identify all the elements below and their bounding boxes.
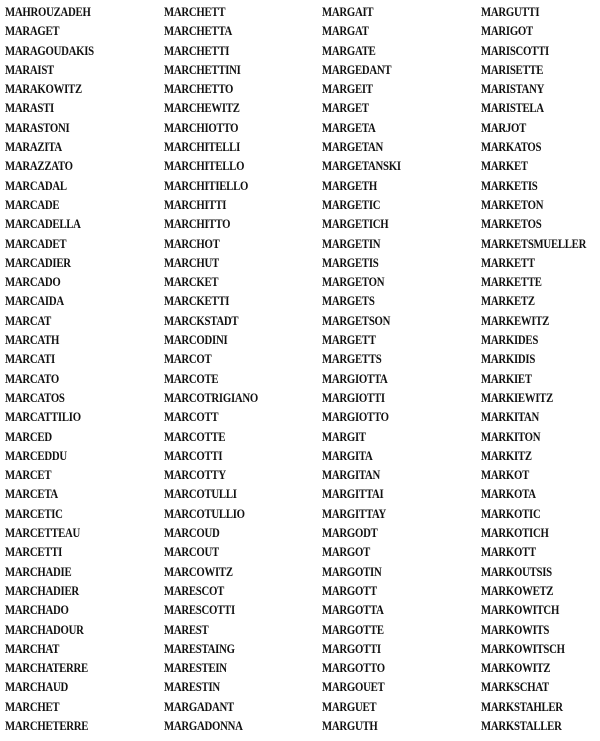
surname-entry: MARGIOTTI	[322, 390, 385, 405]
surname-entry: MARKIEWITZ	[481, 390, 554, 405]
surname-entry: MARCOTRIGIANO	[164, 390, 258, 405]
surname-entry: MARKSCHAT	[481, 680, 549, 695]
surname-entry: MARKITAN	[481, 410, 540, 425]
surname-entry: MARCHITELLI	[164, 140, 241, 155]
surname-entry: MARISCOTTI	[481, 43, 549, 58]
surname-entry: MARGUTH	[322, 718, 378, 733]
surname-entry: MARKSTALLER	[481, 718, 562, 733]
surname-entry: MARCHIOTTO	[164, 120, 239, 135]
surname-entry: MARAZZATO	[5, 159, 73, 174]
surname-entry: MARKETT	[481, 255, 535, 270]
surname-entry: MARCOTULLI	[164, 487, 237, 502]
surname-entry: MARCADAL	[5, 178, 67, 193]
surname-column-2	[164, 3, 273, 736]
surname-entry: MARCODINI	[164, 333, 228, 348]
surname-entry: MARGAT	[322, 24, 369, 39]
surname-entry: MARCHETTINI	[164, 62, 241, 77]
surname-entry: MARCHADIER	[5, 583, 79, 598]
surname-entry: MARCHITTI	[164, 197, 227, 212]
surname-entry: MARCATI	[5, 352, 55, 367]
surname-entry: MARCHEWITZ	[164, 101, 240, 116]
surname-entry: MARGETSON	[322, 313, 391, 328]
surname-entry: MARCETIC	[5, 506, 63, 521]
surname-column-1	[5, 3, 108, 736]
surname-entry: MARCHITELLO	[164, 159, 245, 174]
surname-entry: MARCHET	[5, 699, 60, 714]
surname-entry: MARGETT	[322, 333, 376, 348]
surname-entry: MARCHETTI	[164, 43, 230, 58]
surname-entry: MARGUTTI	[481, 5, 540, 19]
surname-entry: MARGAIT	[322, 5, 374, 19]
surname-entry: MARCATH	[5, 333, 60, 348]
surname-entry: MARGOTIN	[322, 564, 382, 579]
surname-entry: MARGODT	[322, 526, 378, 541]
surname-entry: MARCOTT	[164, 410, 219, 425]
surname-entry: MARKOTIC	[481, 506, 541, 521]
surname-entry: MARGOT	[322, 545, 371, 560]
surname-entry: MARCOTE	[164, 371, 219, 386]
surname-entry: MARCHETERRE	[5, 718, 89, 733]
surname-entry: MARGITAN	[322, 468, 381, 483]
surname-entry: MARGUET	[322, 699, 377, 714]
surname-entry: MARCOT	[164, 352, 212, 367]
surname-entry: MARAGOUDAKIS	[5, 43, 94, 58]
surname-entry: MARGEDANT	[322, 62, 392, 77]
surname-entry: MARCHADO	[5, 603, 69, 618]
surname-entry: MARGETAN	[322, 140, 384, 155]
surname-entry: MARCKETTI	[164, 294, 230, 309]
surname-entry: MARKETIS	[481, 178, 538, 193]
surname-entry: MARKET	[481, 159, 528, 174]
surname-entry: MARKITON	[481, 429, 541, 444]
surname-entry: MARKETON	[481, 197, 544, 212]
surname-entry: MARGET	[322, 101, 369, 116]
surname-entry: MARAZITA	[5, 140, 62, 155]
surname-entry: MARKOTICH	[481, 526, 549, 541]
surname-entry: MARESCOTTI	[164, 603, 235, 618]
surname-entry: MARKIDES	[481, 333, 539, 348]
surname-entry: MARCATO	[5, 371, 59, 386]
surname-entry: MARCAIDA	[5, 294, 64, 309]
surname-entry: MARCETA	[5, 487, 58, 502]
surname-entry: MARASTONI	[5, 120, 70, 135]
surname-entry: MARASTI	[5, 101, 54, 116]
surname-entry: MARCOWITZ	[164, 564, 233, 579]
surname-entry: MARCETTEAU	[5, 526, 81, 541]
surname-entry: MARKEWITZ	[481, 313, 550, 328]
surname-entry: MARCHATERRE	[5, 661, 88, 676]
surname-entry: MARGEIT	[322, 82, 373, 97]
surname-entry: MARCHITTO	[164, 217, 231, 232]
surname-entry: MARCED	[5, 429, 52, 444]
surname-entry: MARCOTTY	[164, 468, 226, 483]
surname-entry: MARCHADOUR	[5, 622, 84, 637]
surname-entry: MARCAT	[5, 313, 52, 328]
surname-entry: MARCETTI	[5, 545, 63, 560]
surname-entry: MARKSTAHLER	[481, 699, 563, 714]
surname-entry: MARGOTTA	[322, 603, 384, 618]
surname-entry: MARGITTAI	[322, 487, 384, 502]
surname-entry: MARGIT	[322, 429, 366, 444]
surname-entry: MARCHETT	[164, 5, 226, 19]
surname-column-3	[322, 3, 414, 736]
surname-entry: MARGADONNA	[164, 718, 243, 733]
surname-entry: MARGADANT	[164, 699, 234, 714]
surname-entry: MARCHITIELLO	[164, 178, 249, 193]
surname-entry: MARKOUTSIS	[481, 564, 552, 579]
surname-entry: MARAGET	[5, 24, 60, 39]
surname-entry: MARCKET	[164, 275, 219, 290]
surname-entry: MARKIDIS	[481, 352, 536, 367]
surname-entry: MARCEDDU	[5, 448, 67, 463]
surname-entry: MARGETTS	[322, 352, 382, 367]
surname-entry: MARESTEIN	[164, 661, 227, 676]
surname-entry: MARCHAUD	[5, 680, 69, 695]
surname-entry: MARKOWETZ	[481, 583, 554, 598]
surname-entry: MARESCOT	[164, 583, 225, 598]
surname-entry: MARKOWITZ	[481, 661, 551, 676]
surname-entry: MARESTIN	[164, 680, 220, 695]
surname-entry: MAREST	[164, 622, 209, 637]
surname-entry: MARCADIER	[5, 255, 71, 270]
surname-entry: MARAIST	[5, 62, 54, 77]
surname-entry: MARISTANY	[481, 82, 545, 97]
surname-entry: MARGETICH	[322, 217, 389, 232]
surname-entry: MARGETIC	[322, 197, 381, 212]
surname-entry: MARGETON	[322, 275, 385, 290]
surname-entry: MARCET	[5, 468, 52, 483]
surname-entry: MARCOTTI	[164, 448, 223, 463]
surname-entry: MARKIET	[481, 371, 532, 386]
surname-entry: MARGETIS	[322, 255, 379, 270]
surname-entry: MARKETZ	[481, 294, 535, 309]
surname-entry: MARKOTA	[481, 487, 536, 502]
surname-entry: MARGOTTE	[322, 622, 384, 637]
surname-entry: MARGETA	[322, 120, 376, 135]
surname-entry: MARCHAT	[5, 641, 60, 656]
surname-entry: MARJOT	[481, 120, 527, 135]
surname-entry: MARCOUD	[164, 526, 220, 541]
surname-entry: MARGIOTTA	[322, 371, 388, 386]
surname-entry: MARCOTTE	[164, 429, 226, 444]
surname-entry: MARCADO	[5, 275, 61, 290]
surname-entry: MARGETS	[322, 294, 375, 309]
surname-entry: MARISTELA	[481, 101, 544, 116]
surname-entry: MARKOWITCH	[481, 603, 560, 618]
surname-column-4	[481, 3, 600, 736]
surname-entry: MAHROUZADEH	[5, 5, 91, 19]
surname-entry: MARCHUT	[164, 255, 219, 270]
surname-entry: MARGETANSKI	[322, 159, 401, 174]
surname-entry: MARCATTILIO	[5, 410, 81, 425]
surname-entry: MARCADET	[5, 236, 67, 251]
surname-entry: MARGOUET	[322, 680, 385, 695]
surname-entry: MARGIOTTO	[322, 410, 389, 425]
surname-entry: MARCADELLA	[5, 217, 81, 232]
surname-entry: MARGETIN	[322, 236, 381, 251]
surname-entry: MARGOTTI	[322, 641, 381, 656]
surname-entry: MARKOTT	[481, 545, 536, 560]
surname-entry: MARCKSTADT	[164, 313, 239, 328]
surname-entry: MARGOTTO	[322, 661, 385, 676]
surname-entry: MARGETH	[322, 178, 377, 193]
surname-entry: MARISETTE	[481, 62, 544, 77]
surname-entry: MARESTAING	[164, 641, 235, 656]
surname-entry: MARCOUT	[164, 545, 219, 560]
surname-entry: MARKOWITSCH	[481, 641, 565, 656]
surname-entry: MARGITTAY	[322, 506, 386, 521]
surname-entry: MARCATOS	[5, 390, 65, 405]
surname-entry: MARAKOWITZ	[5, 82, 82, 97]
surname-entry: MARCHETTA	[164, 24, 232, 39]
surname-entry: MARCHADIE	[5, 564, 72, 579]
surname-entry: MARCHOT	[164, 236, 220, 251]
surname-entry: MARKATOS	[481, 140, 542, 155]
surname-entry: MARKETSMUELLER	[481, 236, 587, 251]
surname-entry: MARGATE	[322, 43, 376, 58]
surname-entry: MARCOTULLIO	[164, 506, 245, 521]
surname-entry: MARKETOS	[481, 217, 542, 232]
surname-entry: MARIGOT	[481, 24, 533, 39]
surname-entry: MARKETTE	[481, 275, 542, 290]
surname-entry: MARGITA	[322, 448, 373, 463]
surname-entry: MARCADE	[5, 197, 60, 212]
surname-entry: MARKOT	[481, 468, 530, 483]
surname-entry: MARGOTT	[322, 583, 377, 598]
surname-entry: MARKOWITS	[481, 622, 550, 637]
surname-entry: MARCHETTO	[164, 82, 234, 97]
surname-entry: MARKITZ	[481, 448, 532, 463]
